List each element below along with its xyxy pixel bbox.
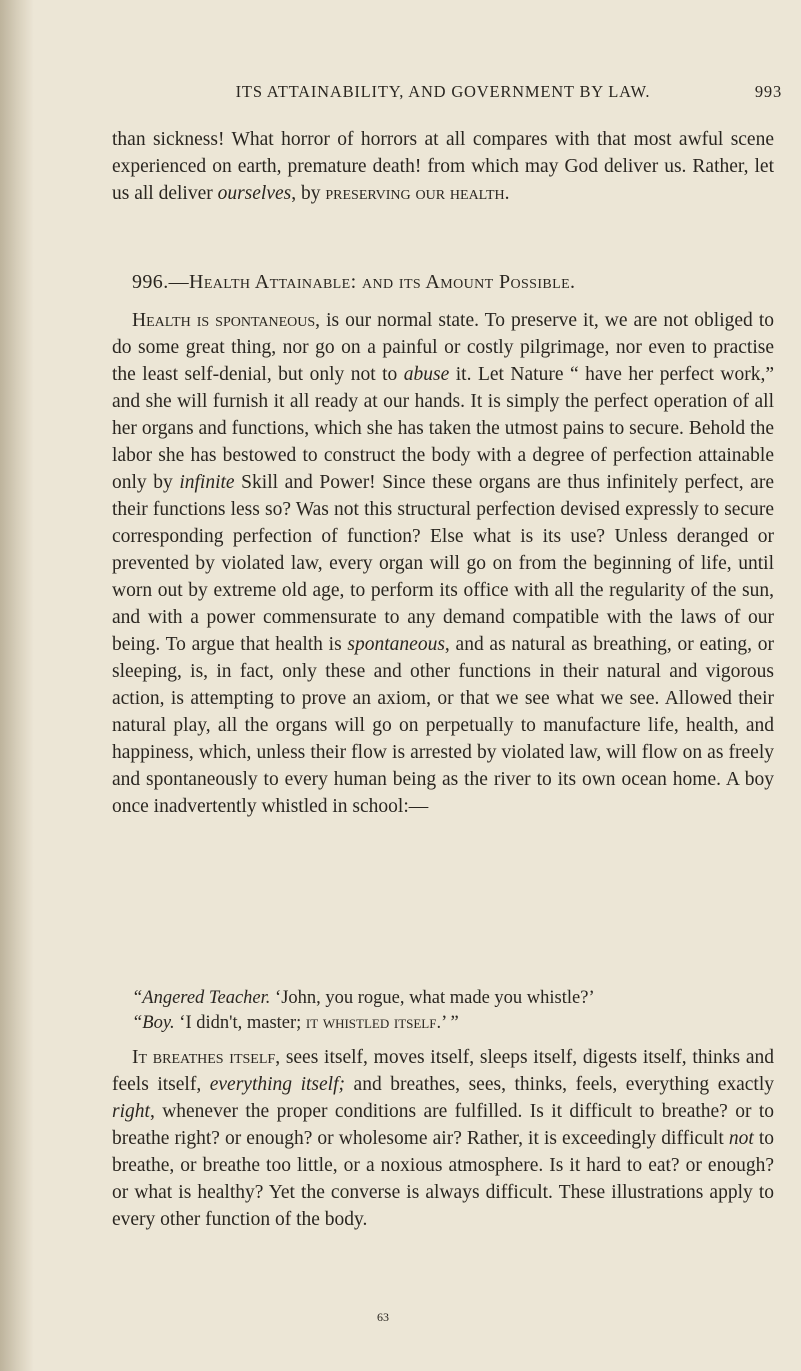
signature-mark: 63: [377, 1310, 389, 1324]
intro-small-caps: preserving our health.: [325, 183, 510, 204]
paragraph-health-spontaneous: Health is spontaneous, is our normal state. To preserve it, we are not obliged to do some great thing, nor go on a painful or costly pilgrimage, nor even to practise the least self-denial, but only not to abuse it. Let Nature “ have her perfect work,” and she will furnish it all ready at our hands. It is simply the perfect operation of all her organs and functions, which she has taken the utmost pains to secure. Behold the labor she has bestowed to construct the body with a degree of perfection attainable only by infinite Skill and Power! Since these organs are thus infinitely perfect, are their functions less so? Was not this structural perfection devised expressly to secure corresponding perfection of function? Else what is its use? Unless deranged or prevented by violated law, every organ will go on from the beginning of life, until worn out by extreme old age, to perform its office with all the regularity of the sun, and with a power commensurate to any demand compatible with the laws of our being. To argue that health is spontaneous, and as natural as breathing, or eating, or sleeping, is, in fact, only these and other functions in their natural and vigorous action, is attempting to prove an axiom, or that we see what we see. Allowed their natural play, all the organs will go on perpetually to manufacture life, health, and happiness, which, unless their flow is arrested by violated law, will flow on as freely and spontaneously to every human being as the river to its own ocean home. A boy once inadvertently whistled in school:—: [112, 310, 774, 817]
paragraph-breathes-itself: It breathes itself, sees itself, moves itself, sleeps itself, digests itself, thinks and feels itself, everything itself; and breathes, sees, thinks, feels, everything exactly right, whenever the proper conditions are fulfilled. Is it difficult to breathe? or to breathe right? or enough? or wholesome air? Rather, it is exceedingly difficult not to breathe, or breathe too little, or a noxious atmosphere. Is it hard to eat? or enough? or what is healthy? Yet the converse is always difficult. These illustrations apply to every other function of the body.: [112, 1047, 775, 1230]
paragraph-lead: Health is spontaneous: [132, 310, 316, 331]
intro-text-2: , by: [291, 183, 326, 204]
book-gutter: [0, 0, 34, 1371]
dialogue-boy: “Boy. ‘I didn't, master; it whistled itself.’ ”: [132, 1013, 459, 1033]
intro-emphasis: ourselves: [217, 183, 292, 204]
running-header: [112, 82, 782, 102]
running-title: ITS ATTAINABILITY, AND GOVERNMENT BY LAW.: [235, 82, 651, 101]
page-number: 993: [754, 82, 782, 101]
section-heading: 996.—Health Attainable: and its Amount Possible.: [132, 271, 576, 293]
intro-text: than sickness! What horror of horrors at all compares with that most awful scene experienced on earth, premature death! from which may God deliver us. Rather, let us all deliver: [112, 129, 774, 204]
intro-paragraph: [112, 126, 774, 207]
dialogue-teacher: “Angered Teacher. ‘John, you rogue, what made you whistle?’: [132, 988, 595, 1008]
paragraph-lead: It breathes itself: [132, 1047, 276, 1068]
